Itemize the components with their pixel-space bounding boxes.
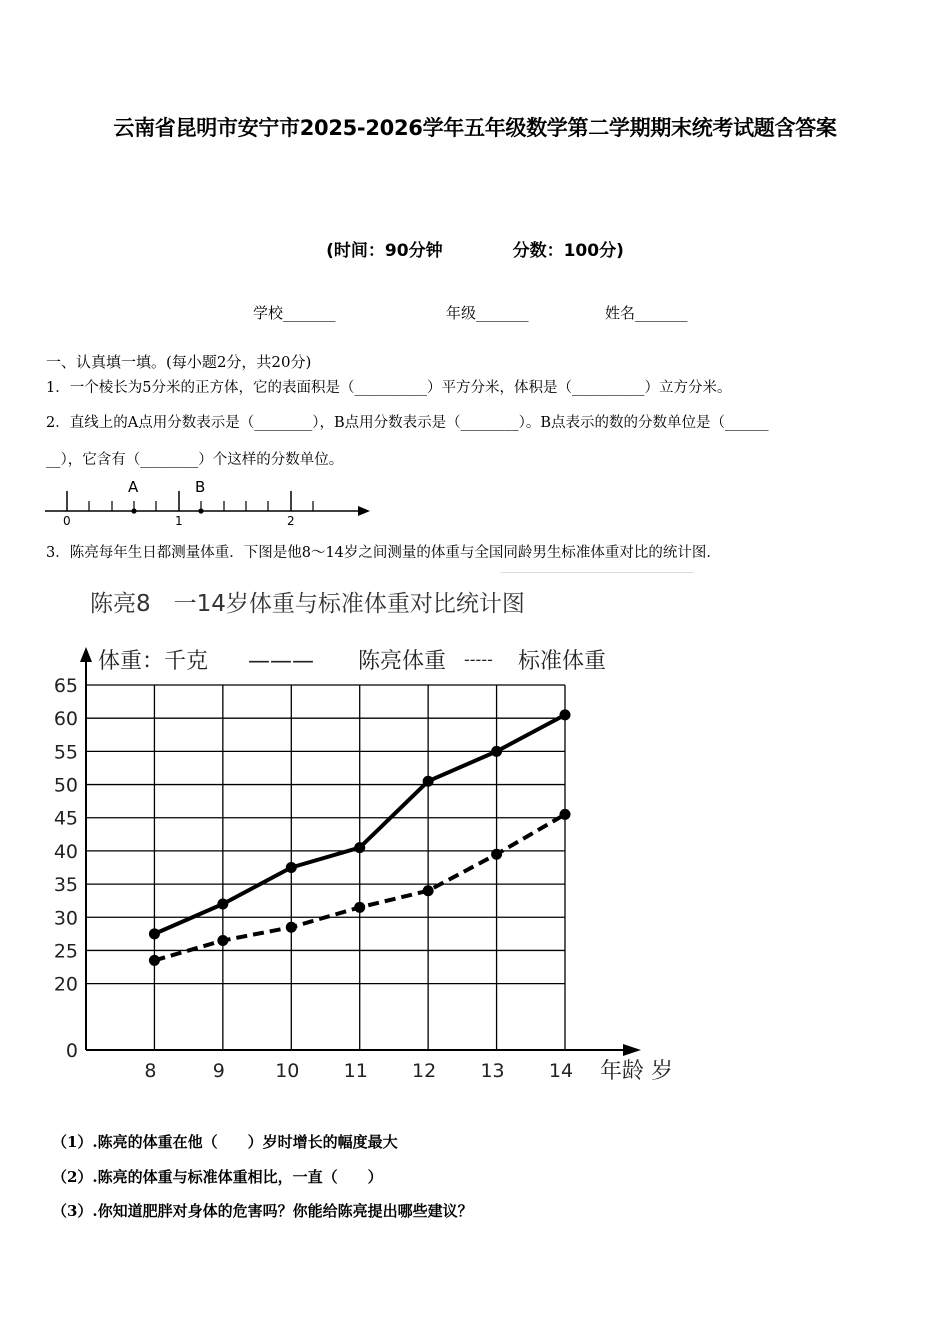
y-tick-label-0: 0 (65, 1040, 78, 1062)
series-1-point-12 (423, 776, 434, 787)
exam-score: 分数：100分) (512, 241, 624, 261)
y-axis-label: 体重：千克 (98, 649, 209, 674)
y-tick-label-65: 65 (53, 675, 78, 697)
x-axis-arrow (623, 1044, 641, 1056)
question-3-part-3: （3）.你知道肥胖对身体的危害吗？你能给陈亮提出哪些建议？ (52, 1202, 473, 1220)
question-3-part-1: （1）.陈亮的体重在他（ ）岁时增长的幅度最大 (52, 1133, 398, 1151)
y-tick-label-50: 50 (53, 774, 78, 797)
school-field[interactable]: 学校_______ (253, 304, 336, 322)
question-3: 3．陈亮每年生日都测量体重．下图是他8～14岁之间测量的体重与全国同龄男生标准体重对比的统计图． (46, 545, 721, 561)
label-a: A (128, 478, 139, 496)
grade-field[interactable]: 年级_______ (446, 304, 529, 322)
number-line-arrow (358, 506, 370, 516)
name-field[interactable]: 姓名_______ (605, 304, 688, 322)
series-2-point-8 (149, 955, 160, 966)
legend-series-2: 标准体重 (518, 649, 607, 674)
tick-label-2: 2 (287, 514, 295, 528)
question-1: 1．一个棱长为5分米的正方体，它的表面积是（__________）平方分米，体积是（__________）立方分米。 (46, 380, 732, 396)
y-tick-label-30: 30 (53, 907, 78, 930)
page-title: 云南省昆明市安宁市2025-2026学年五年级数学第二学期期末统考试题含答案 (113, 116, 837, 140)
x-tick-label-8: 8 (144, 1060, 157, 1082)
series-2-point-9 (217, 935, 228, 946)
y-tick-label-45: 45 (53, 807, 78, 830)
point-b (198, 508, 203, 513)
x-tick-label-14: 14 (548, 1060, 574, 1082)
question-3-part-2: （2）.陈亮的体重与标准体重相比，一直（ ） (52, 1168, 383, 1186)
y-tick-label-35: 35 (53, 874, 78, 897)
series-2-point-14 (560, 809, 571, 820)
series-1-point-9 (217, 899, 228, 910)
y-tick-label-40: 40 (53, 840, 78, 863)
question-2-line-2: __），它含有（________）个这样的分数单位。 (46, 452, 344, 468)
tick-label-1: 1 (175, 514, 183, 528)
x-tick-label-11: 11 (343, 1060, 368, 1082)
y-tick-label-60: 60 (53, 708, 78, 731)
point-a (131, 508, 136, 513)
series-1-point-8 (149, 928, 160, 939)
number-line-figure (40, 472, 380, 530)
x-tick-label-10: 10 (275, 1060, 300, 1082)
exam-time: (时间：90分钟 (326, 241, 443, 261)
series-2-point-13 (491, 849, 502, 860)
weight-chart (40, 580, 700, 1090)
y-tick-label-55: 55 (53, 741, 78, 764)
chart-grid (86, 655, 628, 1050)
series-2-point-10 (286, 922, 297, 933)
chart-title: 陈亮8 一14岁体重与标准体重对比统计图 (90, 591, 525, 617)
legend-solid-marker: ——— (248, 649, 314, 674)
series-1-point-11 (354, 842, 365, 853)
y-tick-label-25: 25 (53, 940, 78, 963)
question-2-line-1: 2．直线上的A点用分数表示是（________），B点用分数表示是（________）。B点表示的数的分数单位是（______ (46, 415, 769, 431)
y-tick-labels (54, 675, 78, 1062)
x-axis-label: 年龄 岁 (600, 1059, 673, 1084)
x-tick-labels (144, 1060, 573, 1082)
series-2-point-12 (423, 885, 434, 896)
section-heading: 一、认真填一填。(每小题2分，共20分) (46, 353, 312, 371)
y-tick-label-20: 20 (53, 973, 78, 996)
x-tick-label-12: 12 (412, 1060, 437, 1082)
exam-info (0, 236, 950, 261)
series-1-point-10 (286, 862, 297, 873)
divider (500, 572, 694, 573)
series-1-point-13 (491, 746, 502, 757)
tick-label-0: 0 (63, 514, 71, 528)
legend-series-1: 陈亮体重 (358, 649, 447, 674)
series-2-point-11 (354, 902, 365, 913)
x-tick-label-13: 13 (480, 1060, 505, 1082)
series-1-point-14 (560, 709, 571, 720)
label-b: B (195, 478, 206, 496)
legend-dashed-marker: ----- (464, 650, 493, 669)
x-tick-label-9: 9 (212, 1060, 225, 1082)
